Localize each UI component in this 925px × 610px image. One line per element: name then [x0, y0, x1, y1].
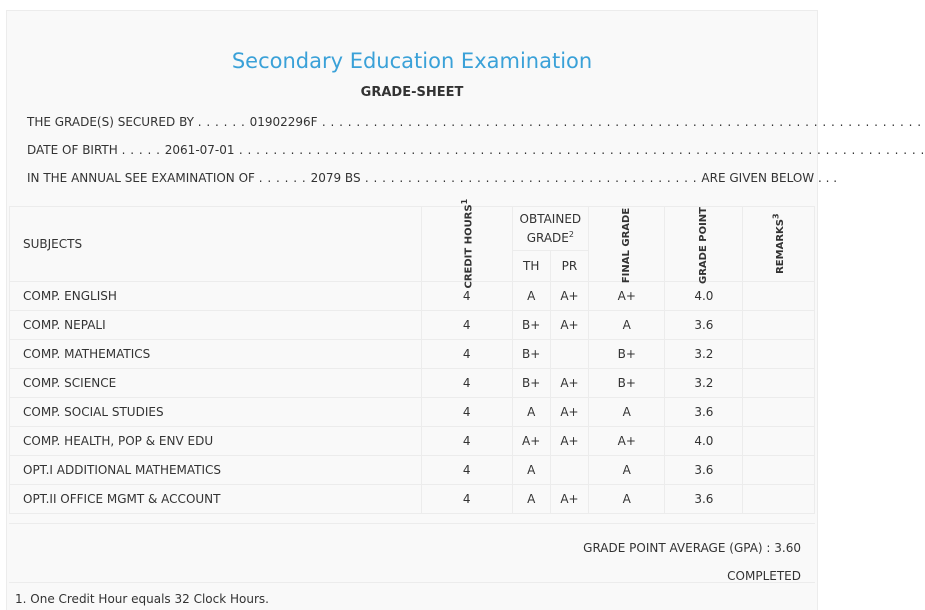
grade-sheet	[6, 10, 925, 610]
exam-value: 2079 BS	[310, 171, 361, 185]
header-subjects	[10, 207, 422, 282]
th-grade-cell: B+	[512, 369, 550, 398]
credit-hours-cell: 4	[421, 311, 512, 340]
pr-grade-cell: A+	[550, 485, 588, 514]
grade-point-cell: 4.0	[665, 282, 743, 311]
table-row	[10, 485, 815, 514]
th-grade-cell: A+	[512, 427, 550, 456]
credit-hours-cell: 4	[421, 282, 512, 311]
remarks-cell	[743, 340, 815, 369]
header-pr: PR	[550, 251, 588, 282]
page-title: Secondary Education Examination	[231, 49, 593, 73]
credit-hours-cell: 4	[421, 398, 512, 427]
subject-cell: OPT.I ADDITIONAL MATHEMATICS	[10, 456, 422, 485]
page-subtitle: GRADE-SHEET	[360, 85, 464, 100]
final-grade-cell: A+	[589, 282, 665, 311]
header-final-grade-label: FINAL GRADE	[621, 207, 633, 284]
credit-hours-cell: 4	[421, 427, 512, 456]
exam-line: IN THE ANNUAL SEE EXAMINATION OF . . . . . . 2079 BS . . . . . . . . . . . . . . . . . . . . . . . . . . . . . . . . . . . . . . . ARE GIVEN BELOW . . .	[27, 171, 838, 185]
pr-grade-cell: A+	[550, 369, 588, 398]
grade-point-cell: 3.2	[665, 340, 743, 369]
subject-cell: COMP. ENGLISH	[10, 282, 422, 311]
status-text: COMPLETED	[727, 569, 801, 583]
remarks-cell	[743, 456, 815, 485]
remarks-cell	[743, 398, 815, 427]
header-grade-point-label: GRADE POINT	[698, 206, 710, 285]
final-grade-cell: A+	[589, 427, 665, 456]
pr-grade-cell: A+	[550, 282, 588, 311]
exam-suffix: ARE GIVEN BELOW . . .	[701, 171, 838, 185]
credit-hours-cell: 4	[421, 340, 512, 369]
header-remarks-label: REMARKS$^3$	[772, 213, 787, 275]
credit-hours-cell: 4	[421, 456, 512, 485]
table-row	[10, 340, 815, 369]
remarks-cell	[743, 311, 815, 340]
remarks-cell	[743, 369, 815, 398]
dob-value: 2061-07-01	[164, 143, 235, 157]
exam-label: IN THE ANNUAL SEE EXAMINATION OF	[27, 171, 255, 185]
table-header-row	[10, 207, 815, 251]
header-credit-hours	[421, 199, 512, 289]
header-credit-hours-label: CREDIT HOURS$^1$	[460, 199, 475, 289]
subject-cell: COMP. MATHEMATICS	[10, 340, 422, 369]
footnote: 1. One Credit Hour equals 32 Clock Hours.	[15, 592, 269, 606]
table-row	[10, 456, 815, 485]
secured-by-value: 01902296F	[249, 115, 318, 129]
header-final-grade	[589, 207, 665, 282]
final-grade-cell: A	[589, 311, 665, 340]
table-row	[10, 398, 815, 427]
table-row	[10, 369, 815, 398]
grade-point-cell: 3.6	[665, 311, 743, 340]
grade-table	[9, 199, 815, 514]
table-row	[10, 427, 815, 456]
gpa-value: 3.60	[774, 541, 801, 555]
table-body	[10, 282, 815, 514]
subject-cell: COMP. HEALTH, POP & ENV EDU	[10, 427, 422, 456]
header-obtained-grade	[512, 207, 589, 251]
th-grade-cell: A	[512, 485, 550, 514]
grade-point-cell: 4.0	[665, 427, 743, 456]
secured-by-line: THE GRADE(S) SECURED BY . . . . . . 01902296F . . . . . . . . . . . . . . . . . . . . . . . . . . . . . . . . . . . . . . . . . . . . . . . . . . . . . . . . . . . . . . . . . . . . . .	[27, 115, 922, 129]
header-th: TH	[512, 251, 550, 282]
th-grade-cell: B+	[512, 311, 550, 340]
grade-point-cell: 3.6	[665, 398, 743, 427]
final-grade-cell: A	[589, 398, 665, 427]
pr-grade-cell: A+	[550, 311, 588, 340]
th-grade-cell: A	[512, 456, 550, 485]
th-grade-cell: A	[512, 398, 550, 427]
header-remarks	[743, 207, 815, 282]
credit-hours-cell: 4	[421, 485, 512, 514]
header-subjects-label: SUBJECTS	[23, 237, 83, 251]
grade-point-cell: 3.6	[665, 485, 743, 514]
final-grade-cell: A	[589, 456, 665, 485]
remarks-cell	[743, 427, 815, 456]
final-grade-cell: B+	[589, 369, 665, 398]
summary-block	[9, 523, 815, 583]
subject-cell: COMP. SCIENCE	[10, 369, 422, 398]
gpa-line	[583, 541, 801, 555]
header-obtained-grade-label: OBTAINED GRADE$^2$	[519, 212, 582, 245]
remarks-cell	[743, 485, 815, 514]
gpa-label: GRADE POINT AVERAGE (GPA) :	[583, 541, 771, 555]
dob-line: DATE OF BIRTH . . . . . 2061-07-01 . . . . . . . . . . . . . . . . . . . . . . . . . . . . . . . . . . . . . . . . . . . . . . . . . . . . . . . . . . . . . . . . . . . . . . . . . . . . . . . .	[27, 143, 925, 157]
th-grade-cell: A	[512, 282, 550, 311]
subject-cell: COMP. NEPALI	[10, 311, 422, 340]
pr-grade-cell: A+	[550, 427, 588, 456]
grade-point-cell: 3.2	[665, 369, 743, 398]
table-row	[10, 282, 815, 311]
th-grade-cell: B+	[512, 340, 550, 369]
subject-cell: OPT.II OFFICE MGMT & ACCOUNT	[10, 485, 422, 514]
subject-cell: COMP. SOCIAL STUDIES	[10, 398, 422, 427]
remarks-cell	[743, 282, 815, 311]
pr-grade-cell	[550, 340, 588, 369]
final-grade-cell: B+	[589, 340, 665, 369]
grade-point-cell: 3.6	[665, 456, 743, 485]
pr-grade-cell: A+	[550, 398, 588, 427]
pr-grade-cell	[550, 456, 588, 485]
table-row	[10, 311, 815, 340]
dob-label: DATE OF BIRTH	[27, 143, 118, 157]
credit-hours-cell: 4	[421, 369, 512, 398]
secured-by-label: THE GRADE(S) SECURED BY	[27, 115, 194, 129]
final-grade-cell: A	[589, 485, 665, 514]
header-grade-point	[665, 206, 743, 285]
